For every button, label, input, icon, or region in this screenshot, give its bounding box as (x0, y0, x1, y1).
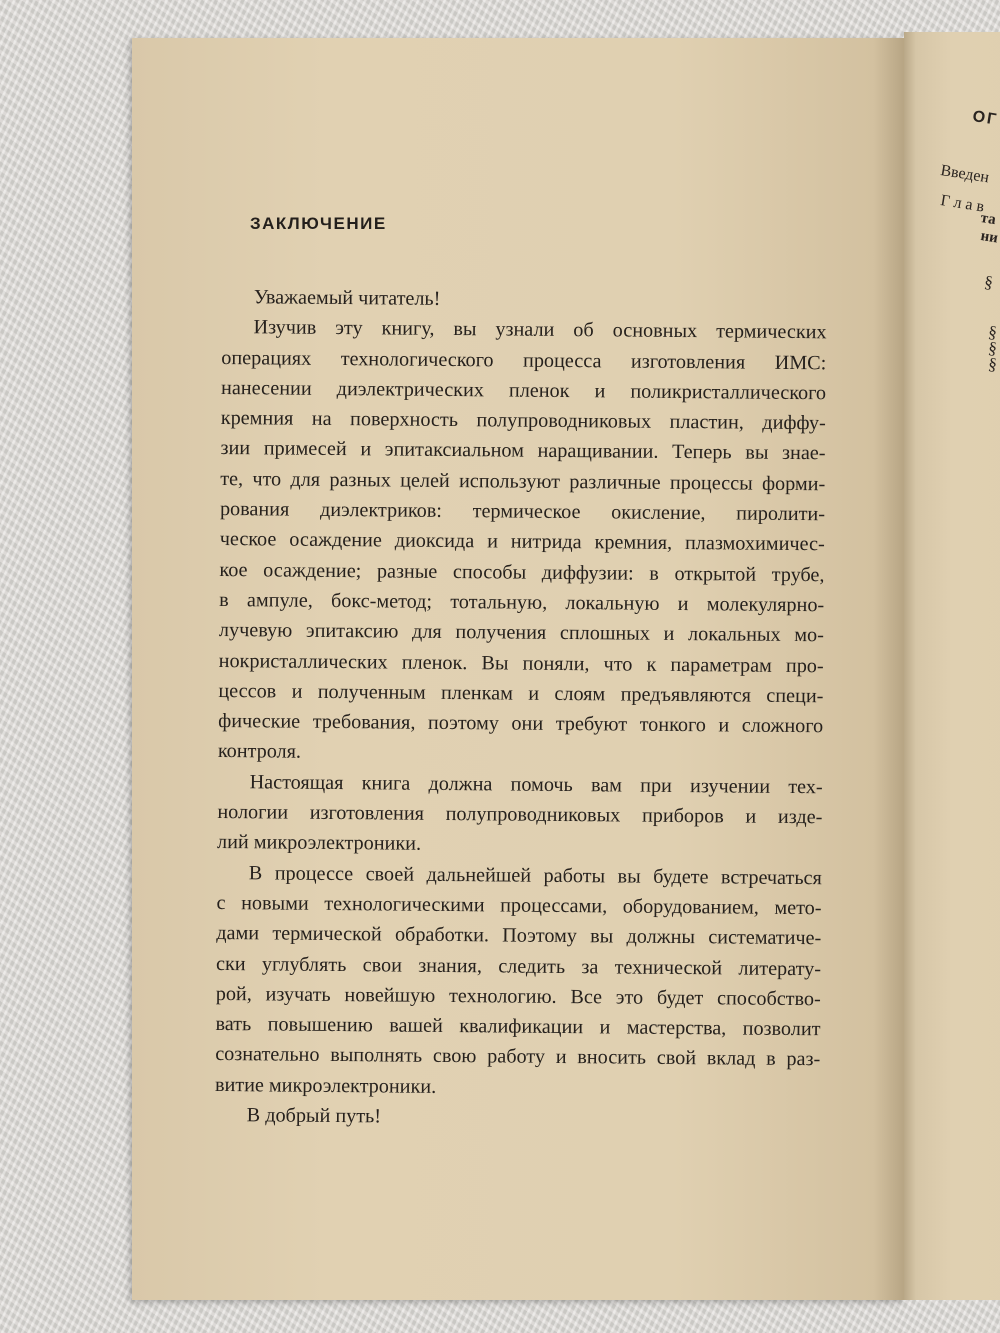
toc-fragment-ta: та (979, 210, 997, 229)
text-line: Изучив эту книгу, вы узнали об основных термических (253, 316, 827, 344)
text-line: рой, изучать новейшую технологию. Все это будет способство- (215, 982, 821, 1011)
text-line: сознательно выполнять свою работу и вносить свой вклад в раз- (215, 1043, 821, 1071)
toc-heading-fragment: ОГ (971, 108, 1000, 129)
text-line: дами термической обработки. Поэтому вы должны систематиче- (216, 922, 822, 950)
text-line: Настоящая книга должна помочь вам при изучении тех- (249, 771, 823, 799)
text-line: нокристаллических пленок. Вы поняли, что к параметрам про- (218, 649, 824, 677)
toc-section-mark: § (987, 322, 999, 343)
text-line: ски углублять свои знания, следить за технической литерату- (215, 952, 822, 980)
text-line: зии примесей и эпитаксиальном наращивании. Теперь вы знае- (220, 437, 826, 465)
text-line: цессов и полученным пленкам и слоям предъявляются специ- (218, 679, 824, 708)
toc-fragment-chapter: Г л а в (939, 192, 986, 216)
text-line: в ампуле, бокс-метод; тотальную, локальную и молекулярно- (219, 588, 825, 617)
toc-fragment-ni: ни (979, 228, 1000, 247)
toc-section-mark: § (987, 338, 999, 359)
toc-fragment-intro: Введен (939, 162, 991, 187)
body-text (215, 282, 827, 1136)
text-line: с новыми технологическими процессами, оборудованием, мето- (216, 891, 822, 920)
text-line: лий микроэлектроники. (217, 831, 422, 856)
text-line: ческое осаждение диоксида и нитрида кремния, плазмохимичес- (219, 528, 825, 556)
toc-section-mark: § (987, 354, 999, 375)
text-line: В процессе своей дальнейшей работы вы будете встречаться (248, 861, 822, 889)
text-line: лучевую эпитаксию для получения сплошных и локальных мо- (218, 619, 825, 647)
text-line: нологии изготовления полупроводниковых приборов и изде- (217, 801, 823, 829)
text-line: кое осаждение; разные способы диффузии: в открытой трубе, (219, 558, 825, 586)
text-line: фические требования, поэтому они требуют тонкого и сложного (218, 710, 824, 738)
toc-section-mark: § (983, 272, 995, 293)
text-line: вать повышению вашей квалификации и мастерства, позволит (215, 1013, 821, 1041)
text-line: нанесении диэлектрических пленок и поликристаллического (220, 376, 827, 405)
text-line: В добрый путь! (246, 1104, 382, 1128)
text-line: Уважаемый читатель! (253, 286, 441, 310)
book-page-right (904, 32, 1000, 1300)
page-heading: ЗАКЛЮЧЕНИЕ (250, 214, 387, 233)
text-line: контроля. (217, 740, 302, 764)
text-line: витие микроэлектроники. (214, 1073, 437, 1098)
text-line: те, что для разных целей используют различные процессы форми- (220, 467, 826, 496)
text-line: операциях технологического процесса изготовления ИМС: (221, 346, 827, 374)
text-line: рования диэлектриков: термическое окисление, пиролити- (219, 498, 826, 526)
text-line: кремния на поверхность полупроводниковых пластин, диффу- (220, 407, 826, 435)
